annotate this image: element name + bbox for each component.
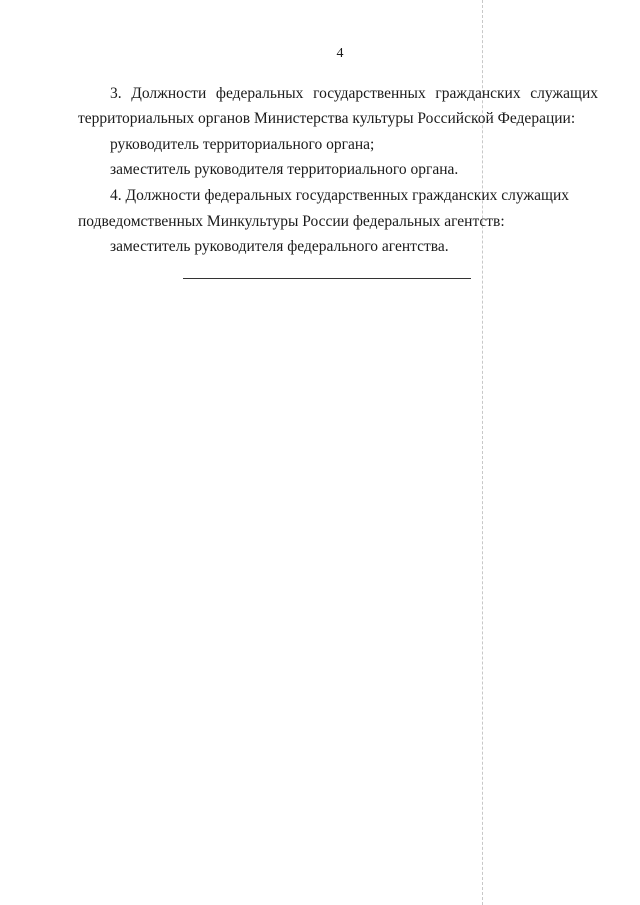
list-item-head-of-territorial-body: руководитель территориального органа; [110, 136, 375, 153]
paragraph-4-line-1: 4. Должности федеральных государственных гражданских служащих [110, 187, 569, 204]
page-number: 4 [336, 46, 344, 61]
paragraph-3-line-2: территориальных органов Министерства культуры Российской Федерации: [78, 110, 576, 127]
paragraph-3-line-1: 3. Должности федеральных государственных гражданских служащих [110, 85, 598, 102]
list-item-deputy-head-of-territorial-body: заместитель руководителя территориального органа. [110, 161, 459, 178]
end-of-document-rule [183, 278, 471, 279]
list-item-deputy-head-of-federal-agency: заместитель руководителя федерального агентства. [110, 238, 449, 255]
paragraph-4-line-2: подведомственных Минкультуры России федеральных агентств: [78, 213, 505, 230]
scan-fold-line [482, 0, 483, 905]
